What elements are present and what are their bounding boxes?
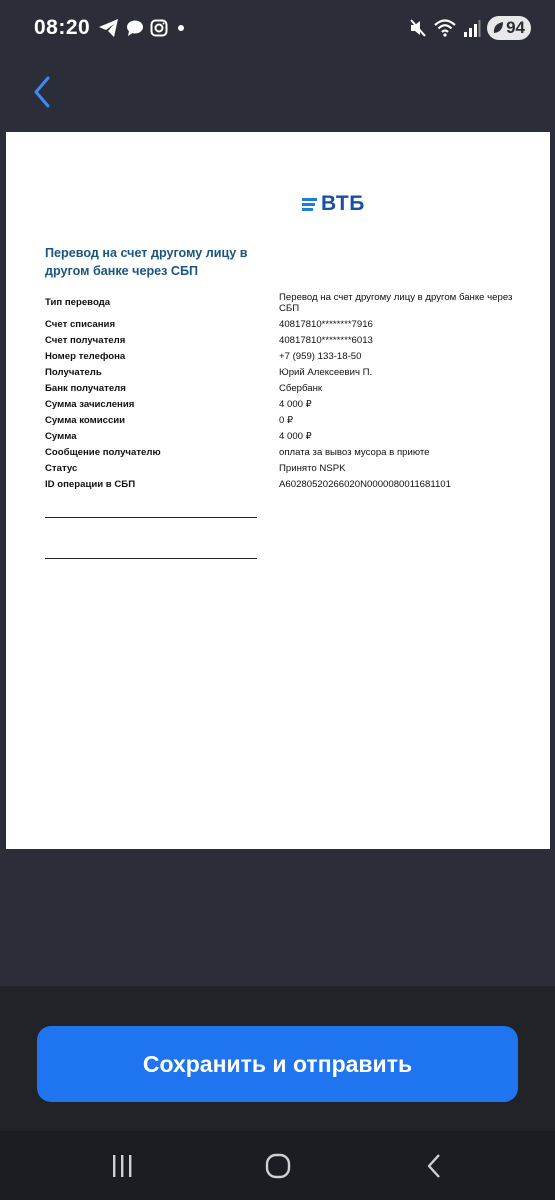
detail-label: Сумма <box>45 431 77 442</box>
detail-value: 0 ₽ <box>279 415 294 426</box>
system-icons <box>409 16 531 40</box>
detail-label: Тип перевода <box>45 297 111 308</box>
detail-row <box>45 477 535 493</box>
signal-icon <box>463 18 481 38</box>
nav-back-button[interactable] <box>420 1153 450 1179</box>
vtb-logo <box>302 192 365 216</box>
chat-bubble-icon <box>126 19 144 37</box>
action-area <box>0 986 555 1131</box>
detail-value: оплата за вывоз мусора в приюте <box>279 447 430 458</box>
notification-icons <box>98 18 188 38</box>
receipt-document <box>6 132 550 849</box>
detail-value: A60280520266020N0000080011681101 <box>279 479 451 490</box>
signature-line <box>45 517 257 518</box>
back-icon <box>420 1153 450 1179</box>
detail-label: Счет получателя <box>45 335 126 346</box>
home-icon <box>263 1153 293 1179</box>
receipt-title: Перевод на счет другому лицу в другом банке через СБП <box>45 246 248 278</box>
chevron-left-icon <box>26 68 62 108</box>
detail-value: 40817810********7916 <box>279 319 373 330</box>
recents-icon <box>108 1153 138 1179</box>
wifi-icon <box>433 18 457 38</box>
instagram-icon <box>150 19 168 37</box>
telegram-icon <box>98 18 120 38</box>
charging-leaf-icon <box>492 21 504 35</box>
detail-row <box>45 317 535 333</box>
detail-row <box>45 413 535 429</box>
home-button[interactable] <box>263 1153 293 1179</box>
detail-row <box>45 292 535 314</box>
battery-level: 94 <box>506 18 525 37</box>
detail-row <box>45 349 535 365</box>
detail-row <box>45 333 535 349</box>
detail-value: 4 000 ₽ <box>279 399 312 410</box>
dot-icon <box>174 21 188 35</box>
status-time: 08:20 <box>34 16 91 39</box>
detail-label: Получатель <box>45 367 102 378</box>
detail-value: 4 000 ₽ <box>279 431 312 442</box>
detail-row <box>45 397 535 413</box>
receipt-details <box>45 292 535 493</box>
detail-label: Сумма комиссии <box>45 415 126 426</box>
detail-row <box>45 461 535 477</box>
detail-label: ID операции в СБП <box>45 479 136 490</box>
detail-row <box>45 445 535 461</box>
detail-label: Банк получателя <box>45 383 126 394</box>
navigation-bar <box>0 1131 555 1200</box>
detail-value: Принято NSPK <box>279 463 346 474</box>
vtb-logo-mark <box>302 198 317 211</box>
recents-button[interactable] <box>108 1153 138 1179</box>
battery-icon <box>487 16 531 40</box>
mute-icon <box>409 18 427 38</box>
detail-label: Сумма зачисления <box>45 399 135 410</box>
detail-label: Статус <box>45 463 78 474</box>
detail-value: +7 (959) 133-18-50 <box>279 351 362 362</box>
status-bar <box>0 0 555 60</box>
detail-row <box>45 381 535 397</box>
vtb-logo-text: ВТБ <box>321 192 365 215</box>
save-and-send-button[interactable]: Сохранить и отправить <box>37 1026 518 1102</box>
detail-value: 40817810********6013 <box>279 335 373 346</box>
detail-row <box>45 365 535 381</box>
app-bar <box>0 60 555 130</box>
back-button[interactable] <box>26 68 62 108</box>
detail-label: Номер телефона <box>45 351 126 362</box>
detail-value: Юрий Алексеевич П. <box>279 367 373 378</box>
signature-line <box>45 558 257 559</box>
detail-row <box>45 429 535 445</box>
detail-label: Счет списания <box>45 319 116 330</box>
detail-value: Перевод на счет другому лицу в другом банке через СБП <box>279 292 513 314</box>
detail-label: Сообщение получателю <box>45 447 161 458</box>
detail-value: Сбербанк <box>279 383 323 394</box>
